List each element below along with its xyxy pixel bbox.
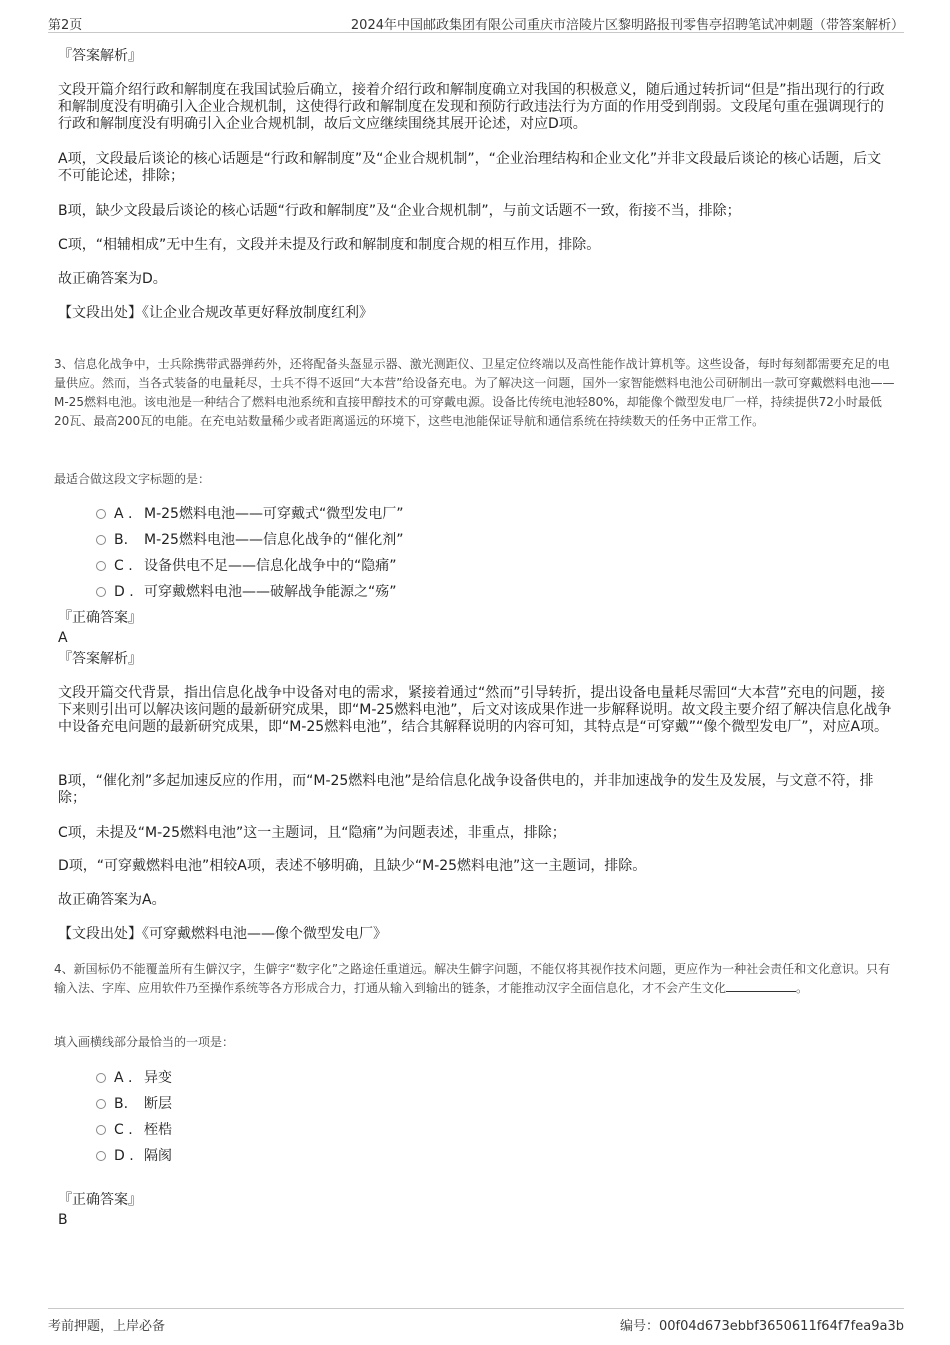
option-text: 桎梏 bbox=[144, 1122, 172, 1138]
q3-option-b[interactable] bbox=[96, 532, 403, 549]
q3-conclusion: 故正确答案为A。 bbox=[58, 892, 166, 908]
q4-option-b[interactable] bbox=[96, 1096, 172, 1113]
option-key: A . bbox=[114, 506, 133, 522]
q3-analysis-option-c: C项，未提及“M-25燃料电池”这一主题词，且“隐痛”为问题表述，非重点，排除； bbox=[58, 825, 566, 841]
q4-option-a[interactable] bbox=[96, 1070, 172, 1087]
q3-analysis-option-b: B项，“催化剂”多起加速反应的作用，而“M-25燃料电池”是给信息化战争设备供电的，并非加速战争的发生及发展，与文意不符，排除； bbox=[58, 773, 874, 806]
option-text: M-25燃料电池——信息化战争的“催化剂” bbox=[144, 532, 404, 548]
option-text: 隔阂 bbox=[144, 1148, 172, 1164]
q4-option-d[interactable] bbox=[96, 1148, 172, 1165]
option-text: 异变 bbox=[144, 1070, 172, 1086]
option-text: 断层 bbox=[144, 1096, 172, 1112]
q2-conclusion: 故正确答案为D。 bbox=[58, 271, 167, 287]
q3-source: 【文段出处】《可穿戴燃料电池——像个微型发电厂》 bbox=[58, 926, 387, 942]
document-code: 编号：00f04d673ebbf3650611f64f7fea9a3b bbox=[620, 1319, 904, 1334]
radio-icon[interactable] bbox=[96, 1099, 106, 1109]
page-number: 第2页 bbox=[48, 18, 83, 33]
q4-stem bbox=[54, 960, 896, 998]
q3-answer: A bbox=[58, 630, 68, 646]
radio-icon[interactable] bbox=[96, 561, 106, 571]
q3-analysis-paragraph: 文段开篇交代背景，指出信息化战争中设备对电的需求，紧接着通过“然而”引导转折，提出设备电量耗尽需回“大本营”充电的问题，接下来则引出可以解决该问题的最新研究成果，即“M-25燃料电池”，后文对该成果作进一步解释说明。故文段主要介绍了解决信息化战争中设备充电问题的最新研究成果，即“M-25燃料电池”，结合其解释说明的内容可知，其特点是“可穿戴”“像个微型发电厂”，对应A项。 bbox=[58, 685, 892, 735]
option-text: M-25燃料电池——可穿戴式“微型发电厂” bbox=[144, 506, 404, 522]
q3-option-d[interactable] bbox=[96, 584, 397, 601]
option-key: C . bbox=[114, 1122, 133, 1138]
footer-slogan: 考前押题，上岸必备 bbox=[48, 1319, 166, 1334]
option-key: C . bbox=[114, 558, 133, 574]
option-key: A . bbox=[114, 1070, 133, 1086]
radio-icon[interactable] bbox=[96, 1125, 106, 1135]
fill-blank bbox=[726, 979, 796, 992]
q3-prompt: 最适合做这段文字标题的是： bbox=[54, 472, 211, 486]
q2-analysis-paragraph: 文段开篇介绍行政和解制度在我国试验后确立，接着介绍行政和解制度确立对我国的积极意义，随后通过转折词“但是”指出现行的行政和解制度没有明确引入企业合规机制，这使得行政和解制度在发现和预防行政违法行为方面的作用受到削弱。文段尾句重在强调现行的行政和解制度没有明确引入企业合规机制，故后文应继续围绕其展开论述，对应D项。 bbox=[58, 82, 885, 132]
q4-stem-end: 。 bbox=[796, 981, 809, 995]
q2-analysis-heading: 『答案解析』 bbox=[58, 48, 142, 64]
option-text: 设备供电不足——信息化战争中的“隐痛” bbox=[144, 558, 397, 574]
option-key: B. bbox=[114, 532, 129, 548]
page-footer bbox=[48, 1308, 904, 1339]
q3-option-a[interactable] bbox=[96, 506, 403, 523]
radio-icon[interactable] bbox=[96, 535, 106, 545]
q2-analysis-option-a: A项，文段最后谈论的核心话题是“行政和解制度”及“企业合规机制”，“企业治理结构和企业文化”并非文段最后谈论的核心话题，后文不可能论述，排除； bbox=[58, 151, 882, 184]
q3-answer-heading: 『正确答案』 bbox=[58, 610, 142, 626]
radio-icon[interactable] bbox=[96, 509, 106, 519]
q2-analysis-option-c: C项，“相辅相成”无中生有，文段并未提及行政和解制度和制度合规的相互作用，排除。 bbox=[58, 237, 601, 253]
q4-answer-heading: 『正确答案』 bbox=[58, 1192, 142, 1208]
radio-icon[interactable] bbox=[96, 1151, 106, 1161]
radio-icon[interactable] bbox=[96, 587, 106, 597]
q2-analysis-option-b: B项，缺少文段最后谈论的核心话题“行政和解制度”及“企业合规机制”，与前文话题不一致，衔接不当，排除； bbox=[58, 203, 741, 219]
q3-analysis-heading: 『答案解析』 bbox=[58, 651, 142, 667]
q4-stem-text: 4、新国标仍不能覆盖所有生僻汉字，生僻字“数字化”之路途任重道远。解决生僻字问题，不能仅将其视作技术问题，更应作为一种社会责任和文化意识。只有输入法、字库、应用软件乃至操作系统等各方形成合力，打通从输入到输出的链条，才能推动汉字全面信息化，才不会产生文化 bbox=[54, 962, 891, 995]
option-text: 可穿戴燃料电池——破解战争能源之“殇” bbox=[144, 584, 397, 600]
q4-option-c[interactable] bbox=[96, 1122, 172, 1139]
q3-option-c[interactable] bbox=[96, 558, 397, 575]
option-key: D . bbox=[114, 584, 134, 600]
q4-prompt: 填入画横线部分最恰当的一项是： bbox=[54, 1035, 235, 1049]
q4-answer: B bbox=[58, 1212, 68, 1228]
radio-icon[interactable] bbox=[96, 1073, 106, 1083]
q3-stem: 3、信息化战争中，士兵除携带武器弹药外，还将配备头盔显示器、激光测距仪、卫星定位终端以及高性能作战计算机等。这些设备，每时每刻都需要充足的电量供应。然而，当各式装备的电量耗尽，士兵不得不返回“大本营”给设备充电。为了解决这一问题，国外一家智能燃料电池公司研制出一款可穿戴燃料电池——M-25燃料电池。该电池是一种结合了燃料电池系统和直接甲醇技术的可穿戴电源。设备比传统电池轻80%，却能像个微型发电厂一样，持续提供72小时最低20瓦、最高200瓦的电能。在充电站数量稀少或者距离遥远的环境下，这些电池能保证导航和通信系统在持续数天的任务中正常工作。 bbox=[54, 357, 895, 428]
document-title: 2024年中国邮政集团有限公司重庆市涪陵片区黎明路报刊零售亭招聘笔试冲刺题（带答案解析） bbox=[350, 18, 904, 33]
page-header bbox=[48, 10, 904, 33]
q3-analysis-option-d: D项，“可穿戴燃料电池”相较A项，表述不够明确，且缺少“M-25燃料电池”这一主题词，排除。 bbox=[58, 858, 647, 874]
option-key: B. bbox=[114, 1096, 129, 1112]
q2-source: 【文段出处】《让企业合规改革更好释放制度红利》 bbox=[58, 305, 373, 321]
option-key: D . bbox=[114, 1148, 134, 1164]
